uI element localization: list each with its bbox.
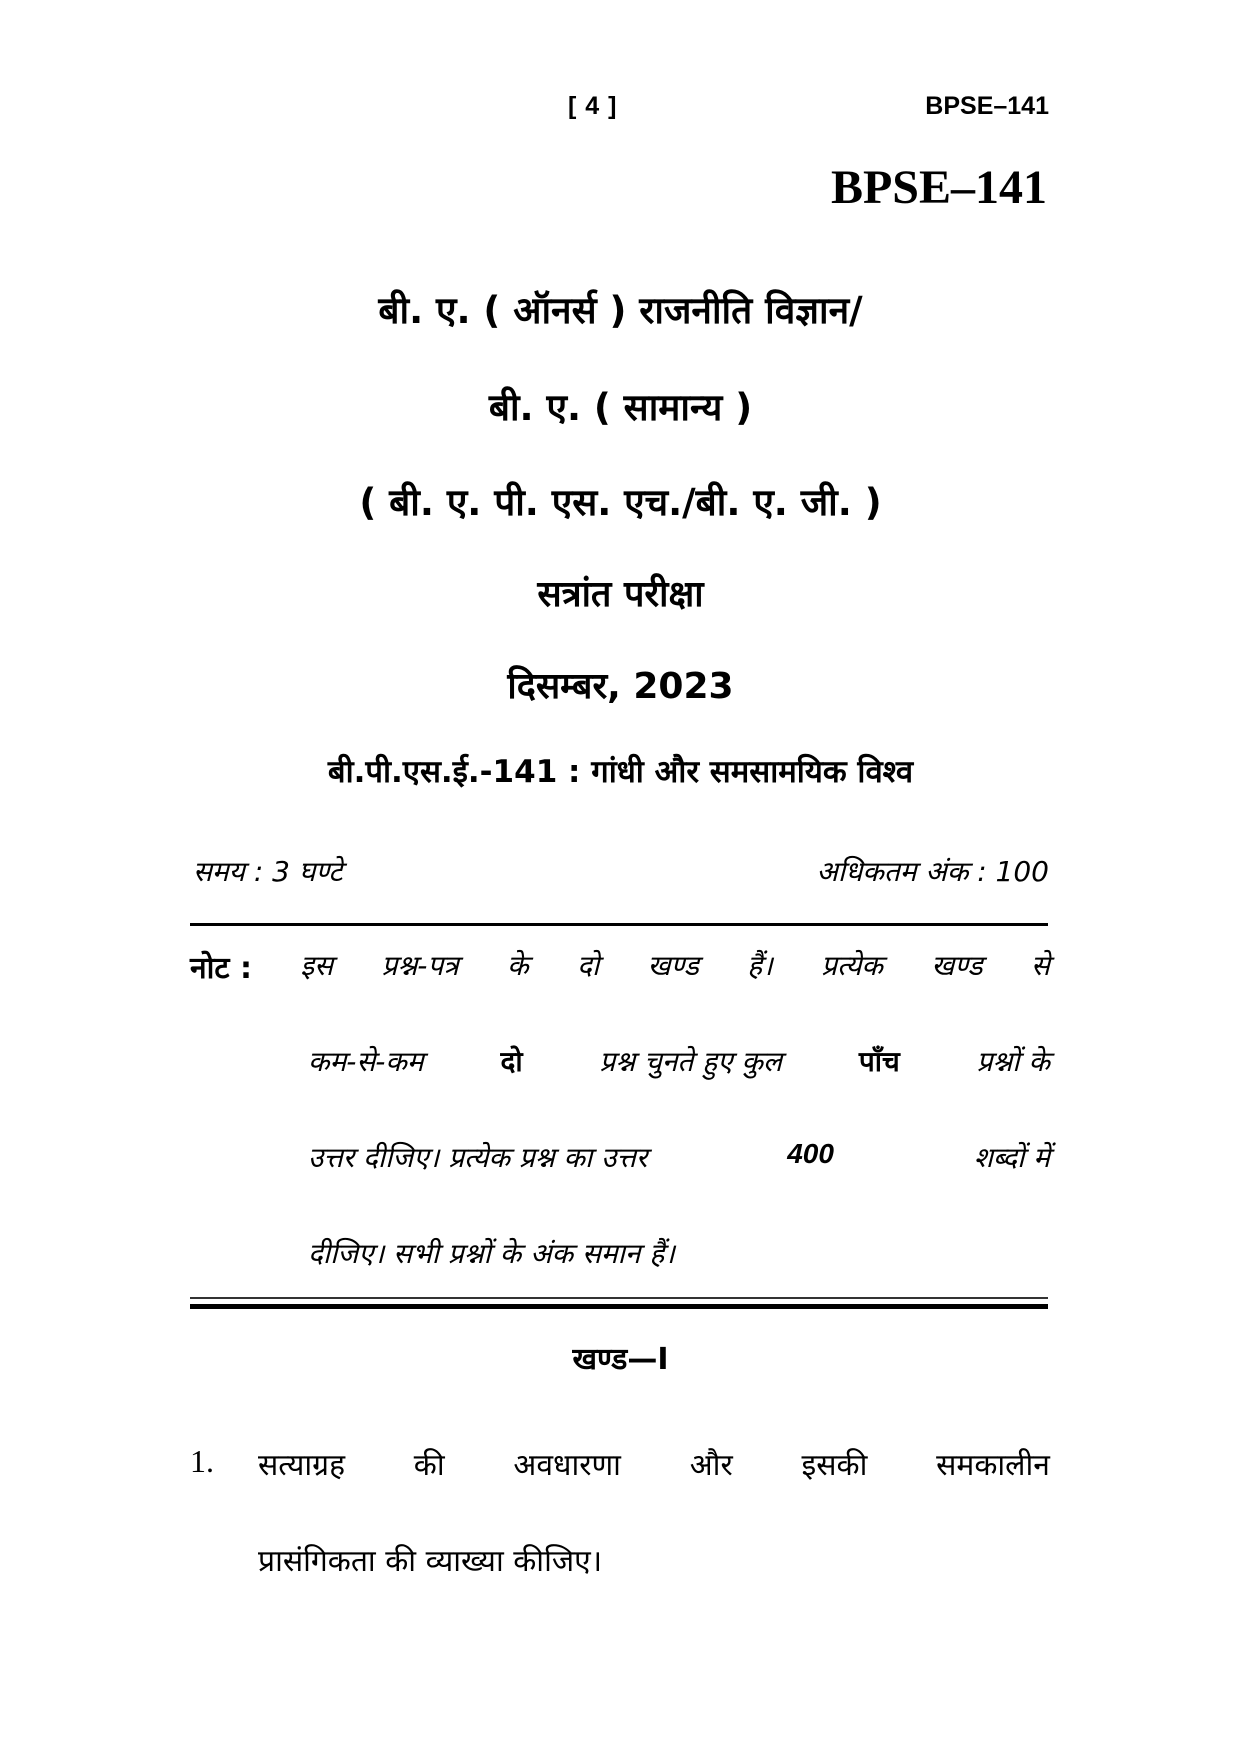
programme-codes: ( बी. ए. पी. एस. एच./बी. ए. जी. ) (359, 481, 882, 524)
emphasis-two: दो (500, 1045, 523, 1078)
time-allowed: समय : 3 घण्टे (193, 855, 343, 888)
section-heading: खण्ड—I (572, 1342, 669, 1377)
note-line-1: नोट : इस प्रश्न-पत्र के दो खण्ड हैं। प्रत्येक खण्ड से (190, 946, 1050, 987)
note-line-4: दीजिए। सभी प्रश्नों के अंक समान हैं। (308, 1237, 675, 1270)
exam-type: सत्रांत परीक्षा (537, 574, 704, 615)
course-code-title: BPSE–141 (830, 161, 1047, 214)
double-rule-thin (190, 1297, 1048, 1299)
programme-line-1: बी. ए. ( ऑनर्स ) राजनीति विज्ञान/ (378, 289, 863, 332)
page-number: [ 4 ] (568, 92, 618, 120)
double-rule-thick (190, 1304, 1048, 1309)
note-line-3: उत्तर दीजिए। प्रत्येक प्रश्न का उत्तर 400 शब्दों में (308, 1138, 1050, 1174)
divider-rule (190, 923, 1048, 926)
note-label: नोट : (190, 951, 252, 986)
exam-date: दिसम्बर, 2023 (507, 666, 734, 707)
maximum-marks: अधिकतम अंक : 100 (816, 855, 1049, 888)
question-text-line-2: प्रासंगिकता की व्याख्या कीजिए। (258, 1544, 603, 1579)
course-title: बी.पी.एस.ई.-141 : गांधी और समसामयिक विश्व (327, 754, 914, 790)
running-header-course-code: BPSE–141 (925, 92, 1049, 120)
emphasis-word-limit: 400 (787, 1138, 834, 1169)
question-text-line-1: सत्याग्रह की अवधारणा और इसकी समकालीन (258, 1448, 1050, 1483)
programme-line-2: बी. ए. ( सामान्य ) (488, 386, 753, 429)
note-line-2: कम-से-कम दो प्रश्न चुनते हुए कुल पाँच प्रश्नों के (308, 1042, 1050, 1080)
question-number: 1. (190, 1443, 214, 1479)
emphasis-five: पाँच (858, 1045, 900, 1078)
